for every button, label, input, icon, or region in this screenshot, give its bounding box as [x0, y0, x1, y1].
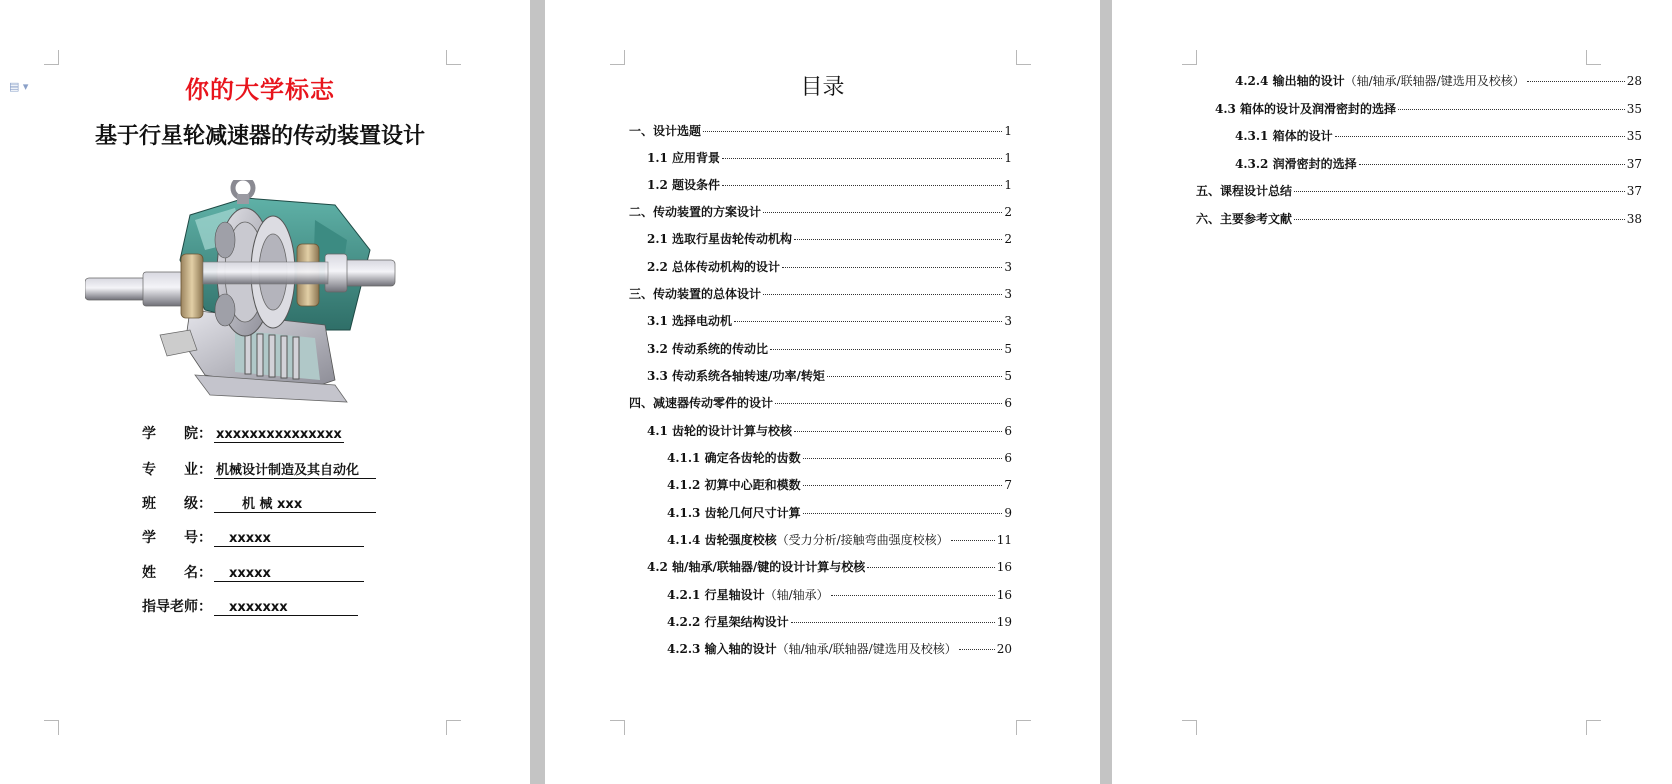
toc-entry[interactable] — [1235, 72, 1642, 89]
toc-entry[interactable] — [647, 367, 1012, 384]
toc-entry[interactable] — [667, 476, 1012, 493]
cover-field-label: 学 院： — [142, 426, 212, 442]
toc-entry-heading: 4.2.2 行星架结构设计 — [667, 615, 789, 629]
toc-page-number: 6 — [1004, 396, 1012, 410]
toc-page-number: 2 — [1004, 232, 1012, 246]
toc-page-number: 2 — [1004, 205, 1012, 219]
toc-entry[interactable] — [667, 504, 1012, 521]
toc-page-number: 35 — [1626, 129, 1642, 143]
toc-entry-title — [647, 258, 780, 275]
toc-entry-note: （轴/轴承/联轴器/键选用及校核） — [776, 642, 957, 656]
toc-entry[interactable] — [647, 149, 1012, 166]
corner-mark — [1016, 50, 1031, 65]
toc-entry-title — [667, 449, 801, 466]
toc-entry-title — [667, 586, 829, 603]
toc-page-number: 19 — [996, 615, 1012, 629]
toc-entry-heading: 一、设计选题 — [629, 124, 702, 138]
toc-entry-heading: 1.1 应用背景 — [647, 151, 721, 165]
toc-entry[interactable] — [629, 203, 1012, 220]
toc-page-number: 6 — [1004, 451, 1012, 465]
toc-leader-dots — [791, 622, 995, 623]
toc-entry-title — [1235, 155, 1357, 172]
toc-entry-heading: 2.2 总体传动机构的设计 — [647, 260, 781, 274]
corner-mark — [610, 50, 625, 65]
toc-leader-dots — [703, 131, 1002, 132]
toc-leader-dots — [1294, 219, 1625, 220]
toc-page-number: 5 — [1004, 342, 1012, 356]
toc-entry-heading: 1.2 题设条件 — [647, 178, 721, 192]
toc-entry-title — [647, 312, 732, 329]
toc-entry[interactable] — [1196, 182, 1642, 199]
toc-page-number: 11 — [996, 533, 1012, 547]
toc-entry-title — [1235, 127, 1333, 144]
cover-title: 基于行星轮减速器的传动装置设计 — [94, 124, 425, 149]
toc-leader-dots — [782, 267, 1002, 268]
cover-info-row — [142, 493, 376, 513]
toc-entry-title — [629, 203, 761, 220]
toc-page-number: 9 — [1004, 506, 1012, 520]
toc-leader-dots — [763, 294, 1002, 295]
toc-entry[interactable] — [647, 312, 1012, 329]
toc-entry[interactable] — [647, 176, 1012, 193]
toc-entry[interactable] — [667, 640, 1012, 657]
toc-page-number: 16 — [996, 588, 1012, 602]
toc-entry-title — [647, 558, 865, 575]
toc-entry-title — [667, 476, 801, 493]
cover-field-label: 姓 名： — [142, 565, 212, 581]
toc-entry-heading: 4.3.1 箱体的设计 — [1235, 129, 1333, 143]
toc-entry[interactable] — [1235, 155, 1642, 172]
toc-entry-heading: 4.2.3 输入轴的设计 — [667, 642, 777, 656]
toc-leader-dots — [794, 239, 1002, 240]
toc-entry-heading: 3.3 传动系统各轴转速/功率/转矩 — [647, 369, 825, 383]
cover-page — [0, 0, 530, 784]
toc-leader-dots — [775, 403, 1002, 404]
toc-entry[interactable] — [667, 613, 1012, 630]
toc-entry-heading: 4.2.4 输出轴的设计 — [1235, 74, 1345, 88]
toc-leader-dots — [734, 321, 1002, 322]
toc-page-number: 7 — [1004, 478, 1012, 492]
toc-page-number: 37 — [1626, 184, 1642, 198]
toc-entry-heading: 4.1.4 齿轮强度校核 — [667, 533, 777, 547]
toc-entry-note: （轴/轴承） — [764, 588, 829, 602]
toc-leader-dots — [867, 567, 995, 568]
toc-entry[interactable] — [647, 422, 1012, 439]
toc-entry-heading: 四、减速器传动零件的设计 — [629, 396, 774, 410]
cover-field-value: xxxxxxxxxxxxxxx — [216, 427, 342, 442]
toc-page-number: 3 — [1004, 314, 1012, 328]
toc-entry[interactable] — [1235, 127, 1642, 144]
toc-entry-title — [629, 285, 761, 302]
toc-entry-title — [1196, 210, 1292, 227]
toc-leader-dots — [794, 431, 1002, 432]
toc-leader-dots — [951, 540, 995, 541]
toc-leader-dots — [722, 185, 1002, 186]
cover-field-value: 机械设计制造及其自动化 — [214, 459, 376, 479]
toc-entry-heading: 五、课程设计总结 — [1196, 184, 1293, 198]
toc-entry-title — [629, 394, 773, 411]
toc-entry[interactable] — [629, 285, 1012, 302]
toc-entry-heading: 2.1 选取行星齿轮传动机构 — [647, 232, 793, 246]
toc-entry-heading: 六、主要参考文献 — [1196, 212, 1293, 226]
toc-entry-title — [667, 613, 789, 630]
toc-entry[interactable] — [667, 586, 1012, 603]
toc-entry-heading: 4.3.2 润滑密封的选择 — [1235, 157, 1357, 171]
cover-field-label: 专 业： — [142, 462, 212, 478]
toc-leader-dots — [1294, 191, 1625, 192]
corner-mark — [1586, 720, 1601, 735]
toc-leader-dots — [722, 158, 1002, 159]
toc-entry-heading: 4.1.1 确定各齿轮的齿数 — [667, 451, 801, 465]
cover-info-row — [142, 562, 364, 582]
toc-entry-heading: 4.2.1 行星轴设计 — [667, 588, 765, 602]
cover-field-label: 班 级： — [142, 496, 212, 512]
cover-field-value: xxxxxxx — [214, 596, 358, 616]
toc-entry-title — [647, 230, 792, 247]
cover-field-value: xxxxx — [214, 562, 364, 582]
toc-page-number: 1 — [1004, 151, 1012, 165]
corner-mark — [1586, 50, 1601, 65]
cover-field-label: 指导老师： — [142, 599, 212, 615]
corner-mark — [610, 720, 625, 735]
toc-entry-note: （轴/轴承/联轴器/键选用及校核） — [1344, 74, 1525, 88]
toc-entry-heading: 4.1.2 初算中心距和模数 — [667, 478, 801, 492]
toc-entry[interactable] — [667, 531, 1012, 548]
toc-leader-dots — [803, 513, 1003, 514]
cover-info-row — [142, 423, 344, 443]
toc-entry-title — [647, 149, 720, 166]
toc-page-1 — [545, 0, 1100, 784]
toc-page-number: 16 — [996, 560, 1012, 574]
toc-entry-title — [647, 422, 792, 439]
toc-leader-dots — [827, 376, 1003, 377]
toc-entry-heading: 4.1.3 齿轮几何尺寸计算 — [667, 506, 801, 520]
toc-page-number: 3 — [1004, 260, 1012, 274]
toc-entry[interactable] — [667, 449, 1012, 466]
cover-field-value: xxxxx — [214, 527, 364, 547]
corner-mark — [44, 720, 59, 735]
toc-page-number: 35 — [1626, 102, 1642, 116]
toc-page-number: 38 — [1626, 212, 1642, 226]
toc-entry-title — [1215, 100, 1396, 117]
toc-entry[interactable] — [629, 394, 1012, 411]
document-icon[interactable]: ▤ ▾ — [9, 80, 29, 93]
cover-info-row — [142, 596, 358, 616]
toc-entry-heading: 3.1 选择电动机 — [647, 314, 733, 328]
toc-leader-dots — [1359, 164, 1625, 165]
toc-leader-dots — [959, 649, 995, 650]
toc-entry-heading: 3.2 传动系统的传动比 — [647, 342, 769, 356]
corner-mark — [1182, 50, 1197, 65]
cover-field-value: 机 械 xxx — [214, 493, 376, 513]
toc-entry-title — [647, 176, 720, 193]
toc-entry[interactable] — [647, 230, 1012, 247]
toc-entry-note: （受力分析/接触弯曲强度校核） — [776, 533, 949, 547]
toc-page-number: 20 — [996, 642, 1012, 656]
toc-entry[interactable] — [647, 340, 1012, 357]
cover-info-row — [142, 459, 376, 479]
toc-leader-dots — [770, 349, 1002, 350]
gear-reducer-image — [85, 180, 425, 415]
toc-entry-heading: 三、传动装置的总体设计 — [629, 287, 762, 301]
toc-entry-title — [667, 504, 801, 521]
toc-page-number: 37 — [1626, 157, 1642, 171]
toc-page-2 — [1112, 0, 1672, 784]
university-logo-text: 你的大学标志 — [185, 76, 335, 104]
toc-entry-heading: 4.1 齿轮的设计计算与校核 — [647, 424, 793, 438]
toc-entry-title — [1196, 182, 1292, 199]
toc-page-number: 28 — [1626, 74, 1642, 88]
toc-entry-title — [647, 367, 825, 384]
toc-title: 目录 — [800, 75, 845, 100]
toc-entry-title — [647, 340, 768, 357]
toc-entry[interactable] — [647, 258, 1012, 275]
toc-entry-title — [667, 640, 957, 657]
corner-mark — [446, 50, 461, 65]
toc-page-number: 5 — [1004, 369, 1012, 383]
toc-entry-title — [667, 531, 949, 548]
toc-leader-dots — [763, 212, 1002, 213]
toc-entry[interactable] — [647, 558, 1012, 575]
toc-entry[interactable] — [1215, 100, 1642, 117]
page-gutter — [1100, 0, 1112, 784]
toc-leader-dots — [803, 458, 1003, 459]
corner-mark — [44, 50, 59, 65]
toc-leader-dots — [1527, 81, 1625, 82]
toc-entry[interactable] — [629, 122, 1012, 139]
toc-page-number: 1 — [1004, 178, 1012, 192]
corner-mark — [1016, 720, 1031, 735]
toc-page-number: 1 — [1004, 124, 1012, 138]
toc-entry-heading: 4.3 箱体的设计及润滑密封的选择 — [1215, 102, 1397, 116]
toc-leader-dots — [1398, 109, 1625, 110]
toc-entry-heading: 4.2 轴/轴承/联轴器/键的设计计算与校核 — [647, 560, 866, 574]
toc-leader-dots — [803, 485, 1003, 486]
cover-field-label: 学 号： — [142, 530, 212, 546]
toc-page-number: 3 — [1004, 287, 1012, 301]
corner-mark — [446, 720, 461, 735]
toc-leader-dots — [1335, 136, 1625, 137]
toc-page-number: 6 — [1004, 424, 1012, 438]
cover-info-row — [142, 527, 364, 547]
toc-entry-title — [1235, 72, 1525, 89]
toc-entry-title — [629, 122, 701, 139]
toc-entry[interactable] — [1196, 210, 1642, 227]
toc-entry-heading: 二、传动装置的方案设计 — [629, 205, 762, 219]
toc-leader-dots — [831, 595, 995, 596]
page-gutter — [530, 0, 545, 784]
corner-mark — [1182, 720, 1197, 735]
